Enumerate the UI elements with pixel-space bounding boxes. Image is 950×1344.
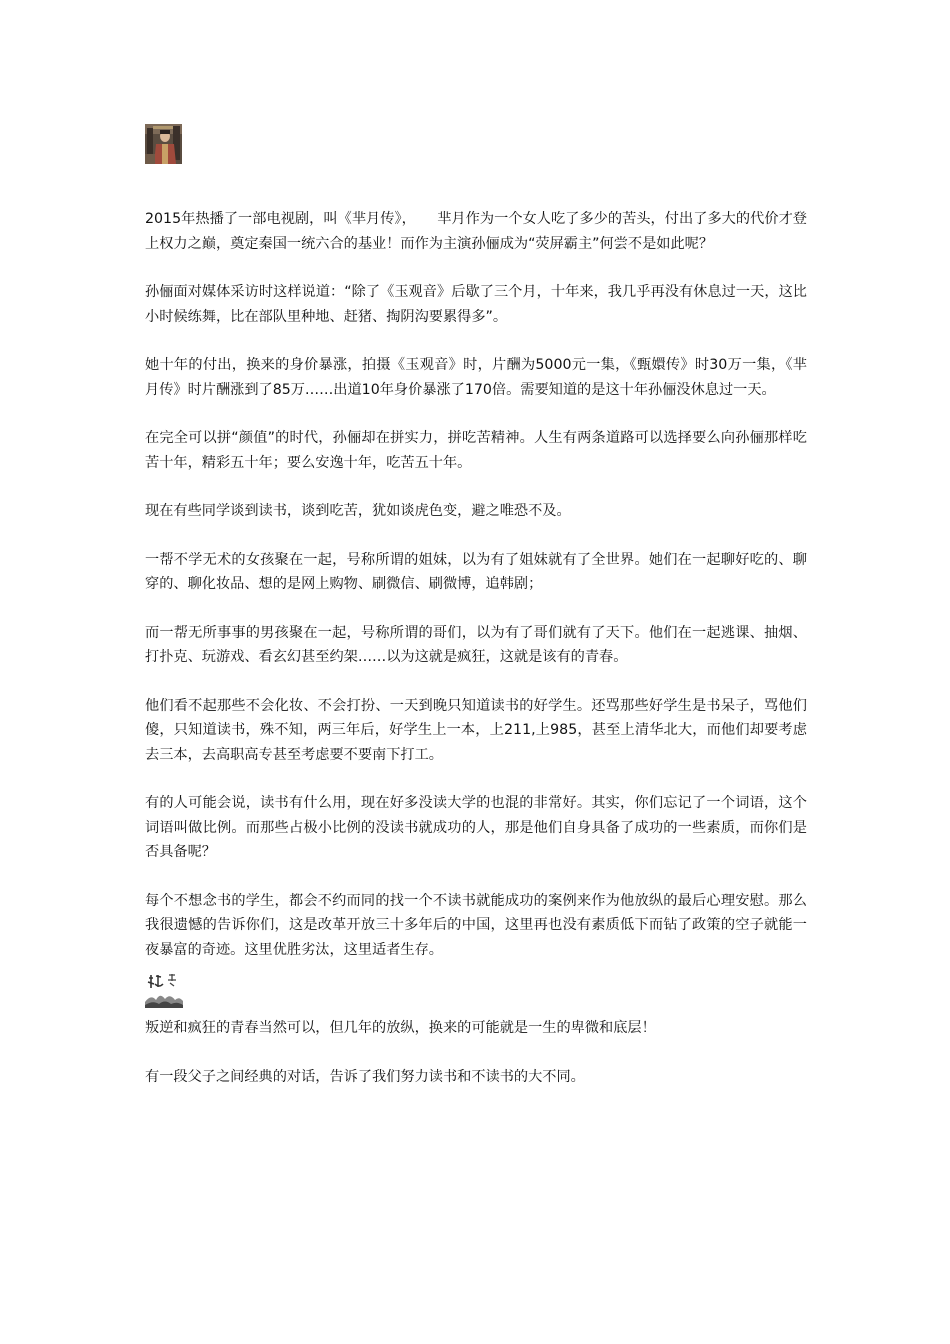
paragraph-12: 有一段父子之间经典的对话，告诉了我们努力读书和不读书的大不同。 xyxy=(145,1068,585,1085)
paragraph-11: 叛逆和疯狂的青春当然可以，但几年的放纵，换来的可能就是一生的卑微和底层！ xyxy=(145,1020,656,1036)
calligraphy-ink-image xyxy=(145,972,183,1008)
paragraph-8: 他们看不起那些不会化妆、不会打扮、一天到晚只知道读书的好学生。还骂那些好学生是书呆子，骂他们傻，只知道读书，殊不知，两三年后，好学生上一本，上211,上985，甚至上清华北大，而他们却要考虑去三本，去高职高专甚至考虑要不要南下打工。 xyxy=(145,697,807,763)
paragraph-5: 现在有些同学谈到读书，谈到吃苦，犹如谈虎色变，避之唯恐不及。 xyxy=(145,503,571,519)
paragraph-1: 2015年热播了一部电视剧，叫《芈月传》， 芈月作为一个女人吃了多少的苦头，付出了多大的代价才登上权力之巅，奠定秦国一统六合的基业！而作为主演孙俪成为“荧屏霸主”何尝不是如此呢？ xyxy=(145,211,807,252)
paragraph-2: 孙俪面对媒体采访时这样说道：“除了《玉观音》后歇了三个月，十年来，我几乎再没有休息过一天，这比小时候练舞，比在部队里种地、赶猪、掏阴沟要累得多”。 xyxy=(145,284,807,325)
paragraph-4: 在完全可以拼“颜值”的时代，孙俪却在拼实力，拼吃苦精神。人生有两条道路可以选择要么向孙俪那样吃苦十年，精彩五十年；要么安逸十年，吃苦五十年。 xyxy=(145,430,807,471)
paragraph-6: 一帮不学无术的女孩聚在一起，号称所谓的姐妹，以为有了姐妹就有了全世界。她们在一起聊好吃的、聊穿的、聊化妆品、想的是网上购物、刷微信、刷微博，追韩剧； xyxy=(145,551,807,592)
paragraph-10: 每个不想念书的学生，都会不约而同的找一个不读书就能成功的案例来作为他放纵的最后心理安慰。那么我很遗憾的告诉你们，这是改革开放三十多年后的中国，这里再也没有素质低下而钻了政策的空子就能一夜暴富的奇迹。这里优胜劣汰，这里适者生存。 xyxy=(145,892,807,958)
paragraph-7: 而一帮无所事事的男孩聚在一起，号称所谓的哥们，以为有了哥们就有了天下。他们在一起逃课、抽烟、打扑克、玩游戏、看玄幻甚至约架……以为这就是疯狂，这就是该有的青春。 xyxy=(145,624,807,665)
drama-still-photo xyxy=(145,124,182,164)
article-body xyxy=(145,124,807,1113)
paragraph-9: 有的人可能会说，读书有什么用，现在好多没读大学的也混的非常好。其实，你们忘记了一个词语，这个词语叫做比例。而那些占极小比例的没读书就成功的人，那是他们自身具备了成功的一些素质，而你们是否具备呢？ xyxy=(145,795,807,860)
paragraph-3: 她十年的付出，换来的身价暴涨，拍摄《玉观音》时，片酬为5000元一集，《甄嬛传》时30万一集，《芈月传》时片酬涨到了85万……出道10年身价暴涨了170倍。需要知道的是这十年孙俪没休息过一天。 xyxy=(145,357,807,398)
